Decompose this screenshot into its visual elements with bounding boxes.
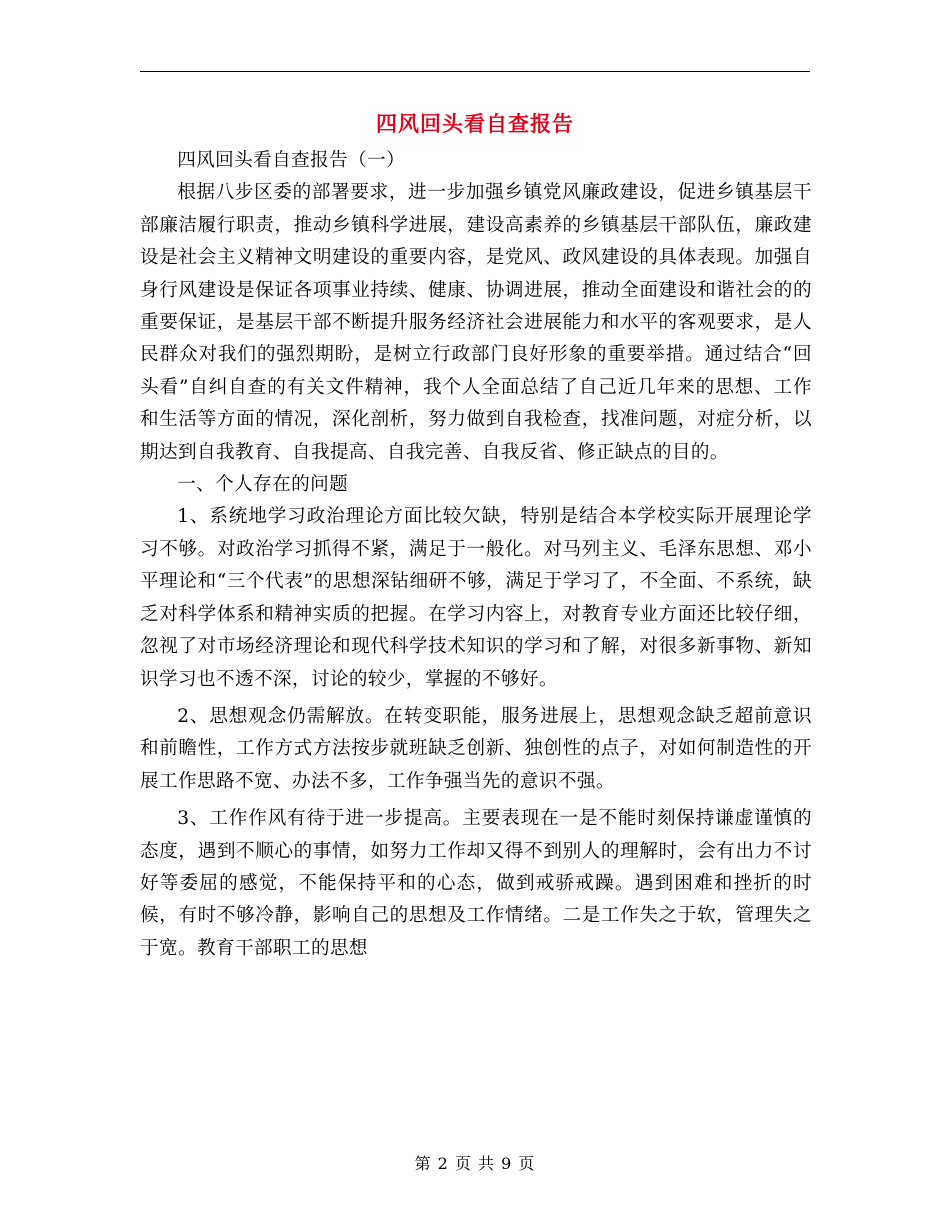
- section-heading: 一、个人存在的问题: [177, 474, 349, 496]
- problem-2-paragraph: 2、思想观念仍需解放。在转变职能，服务进展上，思想观念缺乏超前意识和前瞻性，工作方式方法按步就班缺乏创新、独创性的点子，对如何制造性的开展工作思路不宽、办法不多，工作争强当先的意识不强。: [140, 705, 812, 792]
- problem-3-paragraph: 3、工作作风有待于进一步提高。主要表现在一是不能时刻保持谦虚谨慎的态度，遇到不顺心的事情，如努力工作却又得不到别人的理解时，会有出力不讨好等委屈的感觉，不能保持平和的心态，做到戒骄戒躁。遇到困难和挫折的时候，有时不够冷静，影响自己的思想及工作情绪。二是工作失之于软，管理失之于宽。教育干部职工的思想: [140, 808, 812, 959]
- document-body: [140, 145, 812, 965]
- document-title: 四风回头看自查报告: [376, 112, 574, 136]
- subtitle-paragraph: 四风回头看自查报告（一）: [177, 150, 406, 171]
- header-rule: [140, 71, 810, 72]
- problem-1-paragraph: 1、系统地学习政治理论方面比较欠缺，特别是结合本学校实际开展理论学习不够。对政治学习抓得不紧，满足于一般化。对马列主义、毛泽东思想、邓小平理论和“三个代表”的思想深钻细研不够，满足于学习了，不全面、不系统，缺乏对科学体系和精神实质的把握。在学习内容上，对教育专业方面还比较仔细，忽视了对市场经济理论和现代科学技术知识的学习和了解，对很多新事物、新知识学习也不透不深，讨论的较少，掌握的不够好。: [140, 506, 812, 690]
- page-number-footer: 第 2 页 共 9 页: [414, 1154, 536, 1173]
- intro-paragraph: 根据八步区委的部署要求，进一步加强乡镇党风廉政建设，促进乡镇基层干部廉洁履行职责，推动乡镇科学进展，建设高素养的乡镇基层干部队伍，廉政建设是社会主义精神文明建设的重要内容，是党风、政风建设的具体表现。加强自身行风建设是保证各项事业持续、健康、协调进展，推动全面建设和谐社会的的重要保证，是基层干部不断提升服务经济社会进展能力和水平的客观要求，是人民群众对我们的强烈期盼，是树立行政部门良好形象的重要举措。通过结合“回头看”自纠自查的有关文件精神，我个人全面总结了自己近几年来的思想、工作和生活等方面的情况，深化剖析，努力做到自我检查，找准问题，对症分析，以期达到自我教育、自我提高、自我完善、自我反省、修正缺点的目的。: [140, 182, 812, 463]
